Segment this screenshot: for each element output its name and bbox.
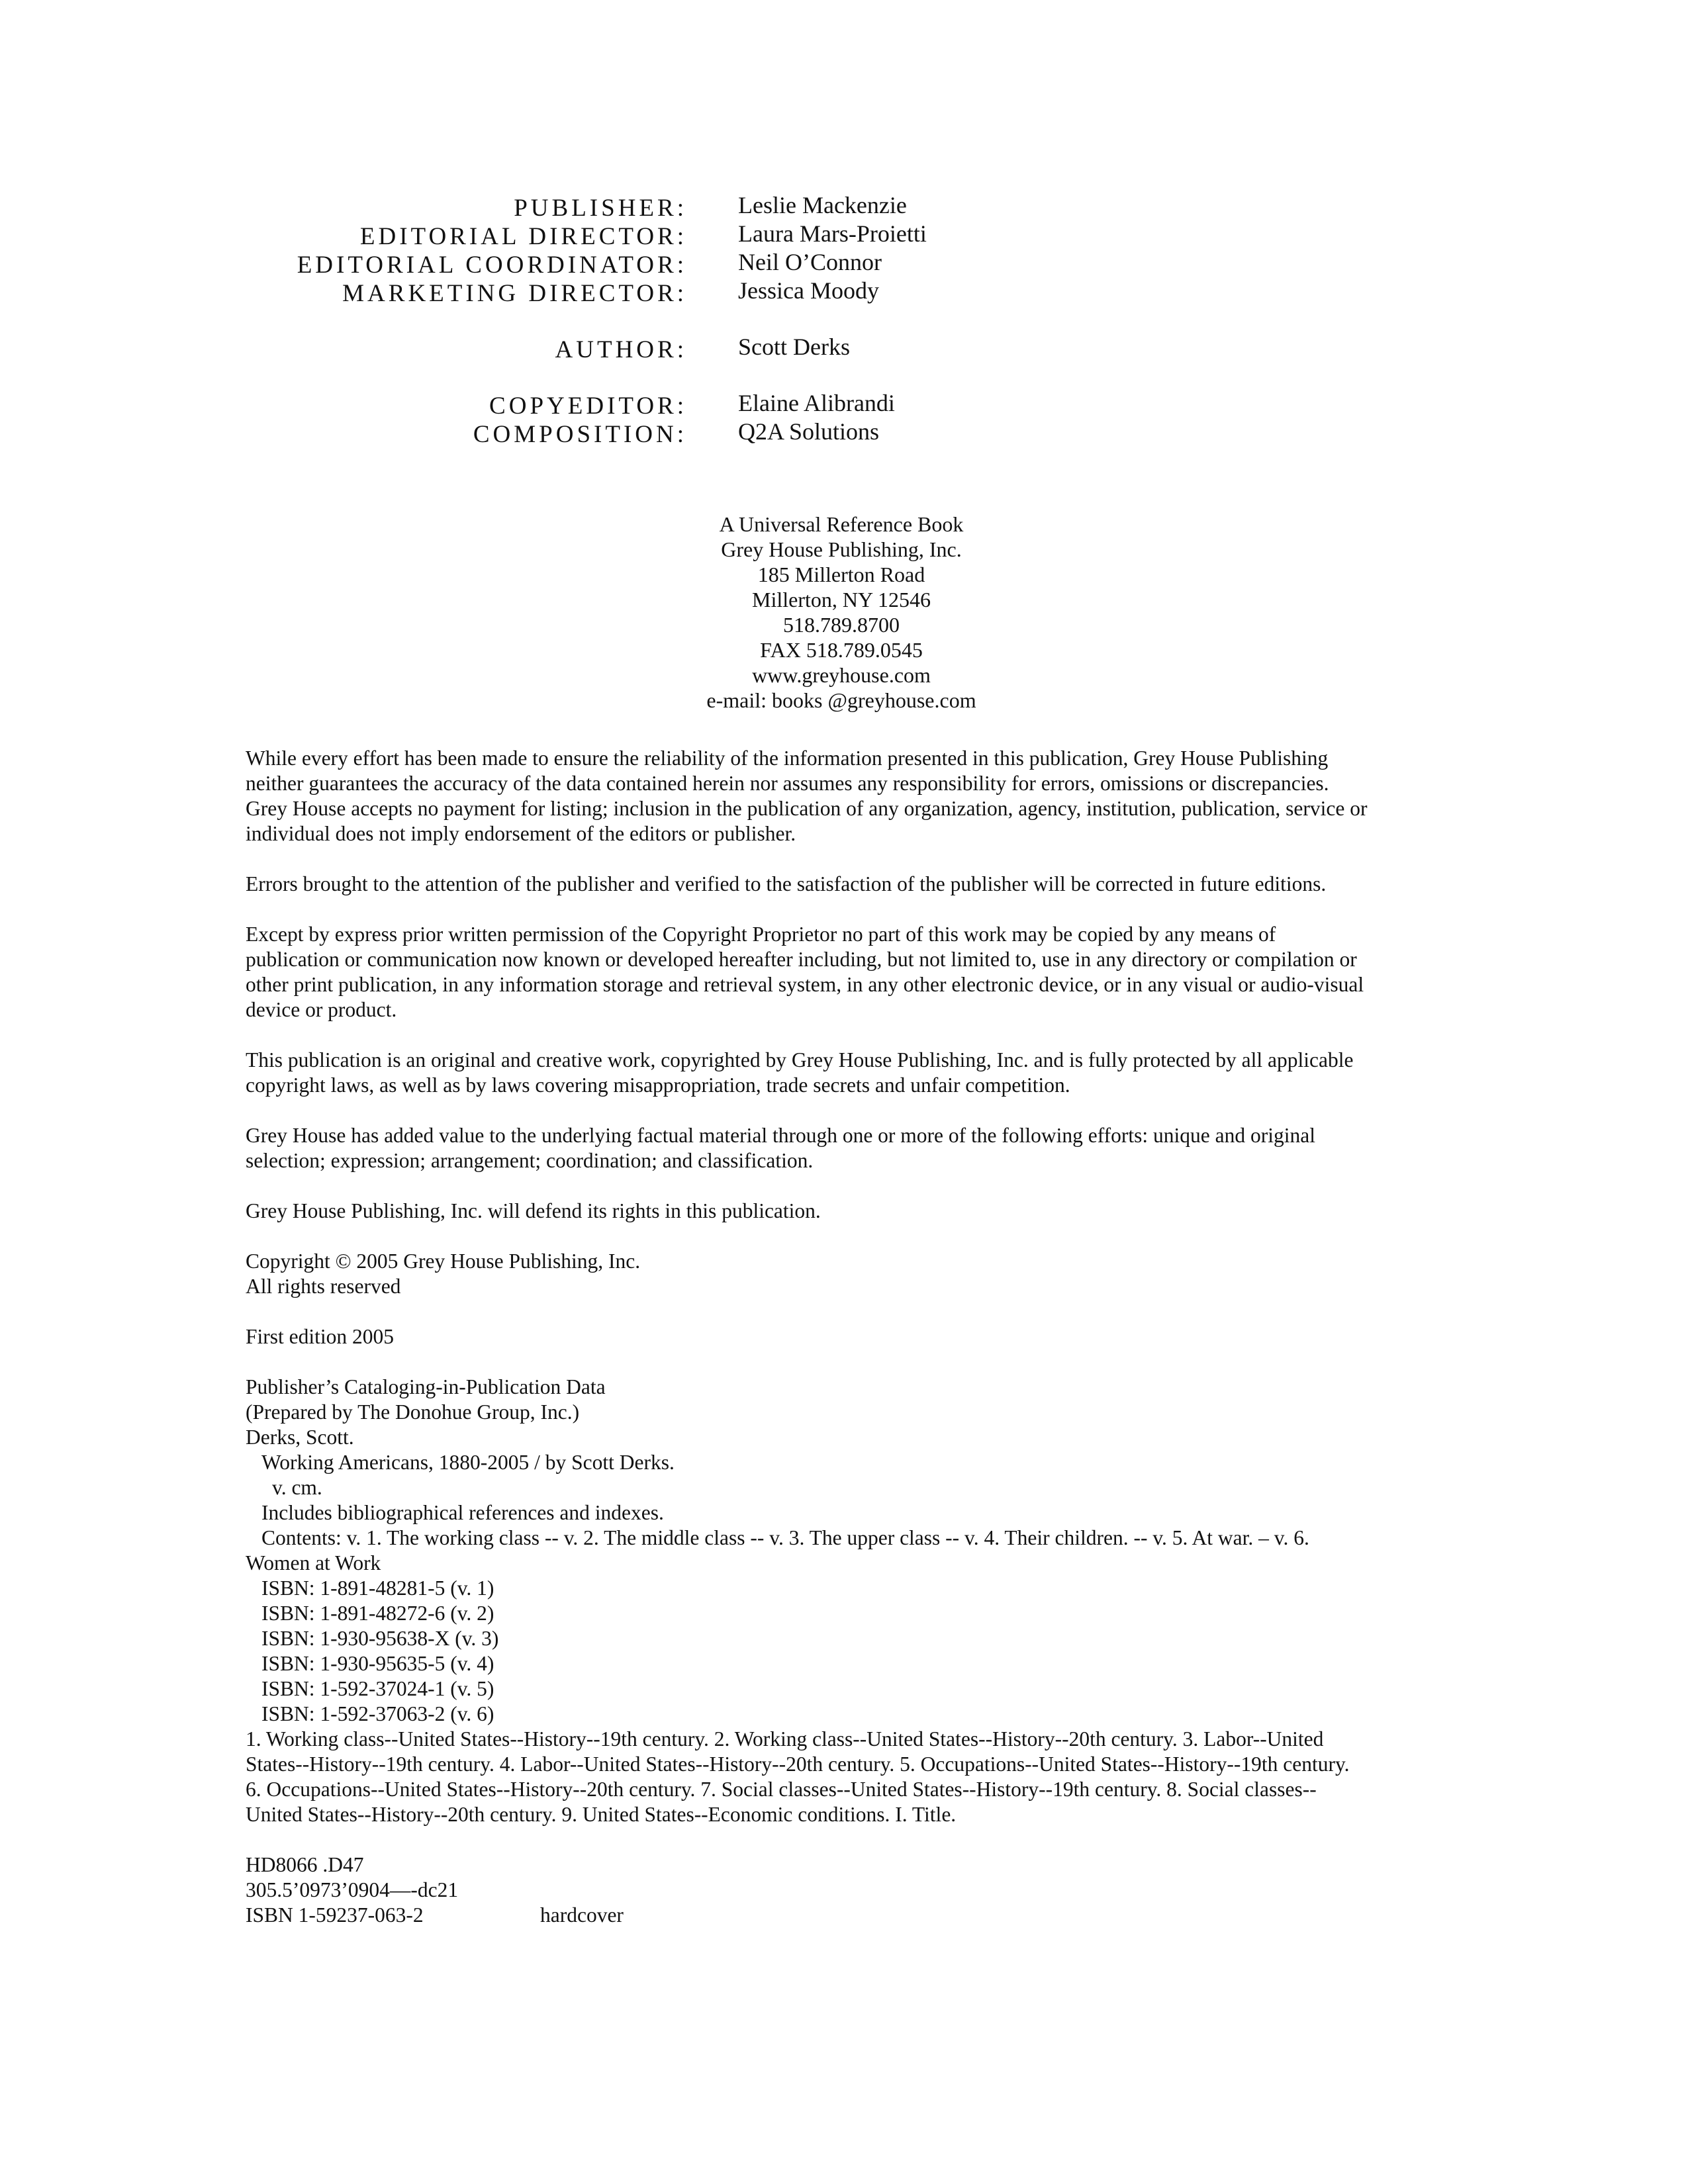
text-line: While every effort has been made to ensure the reliability of the information presented in this publication, Grey House Publishing [246,747,1329,770]
credit-value: Leslie Mackenzie [738,192,907,218]
address-line: FAX 518.789.0545 [760,638,923,662]
disclaimer-paragraph [246,746,1437,846]
cip-subject: States--History--19th century. 4. Labor--United States--History--20th century. 5. Occupations--United States--History--19th century. [246,1752,1350,1776]
cip-subject: United States--History--20th century. 9. United States--Economic conditions. I. Title. [246,1803,957,1826]
text-line: Except by express prior written permission of the Copyright Proprietor no part of this work may be copied by any means of [246,923,1276,946]
address-line: Grey House Publishing, Inc. [721,537,962,561]
credit-editorial-director [0,222,1688,251]
dewey-classification: 305.5’0973’0904—-dc21 [246,1878,459,1901]
credit-copyeditor [0,392,1688,420]
binding-type: hardcover [540,1903,624,1927]
text-line: neither guarantees the accuracy of the data contained herein nor assumes any responsibility for errors, omissions or discrepancies. [246,772,1329,795]
legal-text [246,746,1437,1928]
lc-classification: HD8066 .D47 [246,1853,364,1876]
spacer [0,308,1688,336]
cip-isbn: ISBN: 1-930-95638-X (v. 3) [261,1627,499,1650]
address-line: 185 Millerton Road [757,563,925,586]
credit-label: MARKETING DIRECTOR: [342,280,687,307]
credit-label: EDITORIAL COORDINATOR: [297,251,687,279]
credit-author [0,336,1688,364]
cip-isbn: ISBN: 1-891-48272-6 (v. 2) [261,1602,494,1625]
credit-value: Elaine Alibrandi [738,390,895,416]
text-line: Copyright © 2005 Grey House Publishing, Inc. [246,1250,641,1273]
permission-paragraph [246,922,1437,1023]
text-line: First edition 2005 [246,1325,395,1348]
cip-heading: Publisher’s Cataloging-in-Publication Data [246,1375,606,1398]
credit-value: Neil O’Connor [738,249,882,275]
credit-label: AUTHOR: [555,336,687,363]
copyright-notice [246,1249,1437,1299]
address-line: e-mail: books @greyhouse.com [706,688,976,712]
text-line: other print publication, in any information storage and retrieval system, in any other electronic device, or in any visual or audio-visual [246,973,1364,996]
cip-includes: Includes bibliographical references and indexes. [261,1501,664,1524]
publisher-address [0,512,1685,713]
cip-contents: Contents: v. 1. The working class -- v. 2. The middle class -- v. 3. The upper class -- v. 4. Their children. -- v. 5. At war. – v. 6. [261,1526,1309,1549]
cip-title: Working Americans, 1880-2005 / by Scott Derks. [261,1451,675,1474]
spacer [0,364,1688,392]
credit-value: Scott Derks [738,334,850,360]
cip-isbn: ISBN: 1-891-48281-5 (v. 1) [261,1576,494,1600]
credit-value: Jessica Moody [738,277,879,304]
address-line: Millerton, NY 12546 [752,588,931,612]
text-line: selection; expression; arrangement; coordination; and classification. [246,1149,814,1172]
final-isbn-row [246,1903,1437,1928]
cip-subject: 1. Working class--United States--History--19th century. 2. Working class--United States--History--20th century. 3. Labor--United [246,1727,1324,1751]
cip-isbn: ISBN: 1-592-37024-1 (v. 5) [261,1677,494,1700]
cip-isbn: ISBN: 1-592-37063-2 (v. 6) [261,1702,494,1725]
cip-prepared-by: (Prepared by The Donohue Group, Inc.) [246,1400,580,1424]
address-line: www.greyhouse.com [752,663,931,687]
added-value-paragraph [246,1123,1437,1173]
edition-notice [246,1324,1437,1349]
credit-editorial-coordinator [0,251,1688,279]
credit-composition [0,420,1688,449]
address-line: 518.789.8700 [783,613,900,637]
credit-label: COPYEDITOR: [489,392,687,420]
text-line: This publication is an original and creative work, copyrighted by Grey House Publishing, Inc. and is fully protected by all applicable [246,1048,1354,1071]
cip-subject: 6. Occupations--United States--History--20th century. 7. Social classes--United States--History--19th century. 8. Social classes-- [246,1778,1317,1801]
credit-publisher [0,194,1688,222]
final-isbn: ISBN 1-59237-063-2 [246,1903,424,1927]
copyright-work-paragraph [246,1048,1437,1098]
credit-value: Laura Mars-Proietti [738,220,927,247]
cip-isbn: ISBN: 1-930-95635-5 (v. 4) [261,1652,494,1675]
credit-value: Q2A Solutions [738,418,880,445]
text-line: device or product. [246,998,397,1021]
text-line: Grey House Publishing, Inc. will defend its rights in this publication. [246,1199,821,1222]
text-line: All rights reserved [246,1275,401,1298]
address-line: A Universal Reference Book [719,512,964,536]
credit-label: PUBLISHER: [514,195,687,222]
errors-paragraph [246,872,1437,897]
cip-contents-continued: Women at Work [246,1551,381,1574]
text-line: Errors brought to the attention of the publisher and verified to the satisfaction of the publisher will be corrected in future editions. [246,872,1327,895]
text-line: Grey House accepts no payment for listing; inclusion in the publication of any organization, agency, institution, publication, service or [246,797,1368,820]
defend-rights-paragraph [246,1199,1437,1224]
cip-block [246,1375,1437,1827]
classification-block [246,1852,1437,1928]
credits-block [0,194,1688,449]
credit-marketing-director [0,279,1688,308]
cip-author: Derks, Scott. [246,1426,354,1449]
text-line: individual does not imply endorsement of the editors or publisher. [246,822,796,845]
text-line: publication or communication now known or developed hereafter including, but not limited to, use in any directory or compilation or [246,948,1357,971]
credit-label: EDITORIAL DIRECTOR: [359,223,687,250]
cip-volumes: v. cm. [272,1476,322,1499]
text-line: Grey House has added value to the underlying factual material through one or more of the following efforts: unique and original [246,1124,1315,1147]
credit-label: COMPOSITION: [473,421,687,448]
text-line: copyright laws, as well as by laws covering misappropriation, trade secrets and unfair competition. [246,1073,1070,1097]
